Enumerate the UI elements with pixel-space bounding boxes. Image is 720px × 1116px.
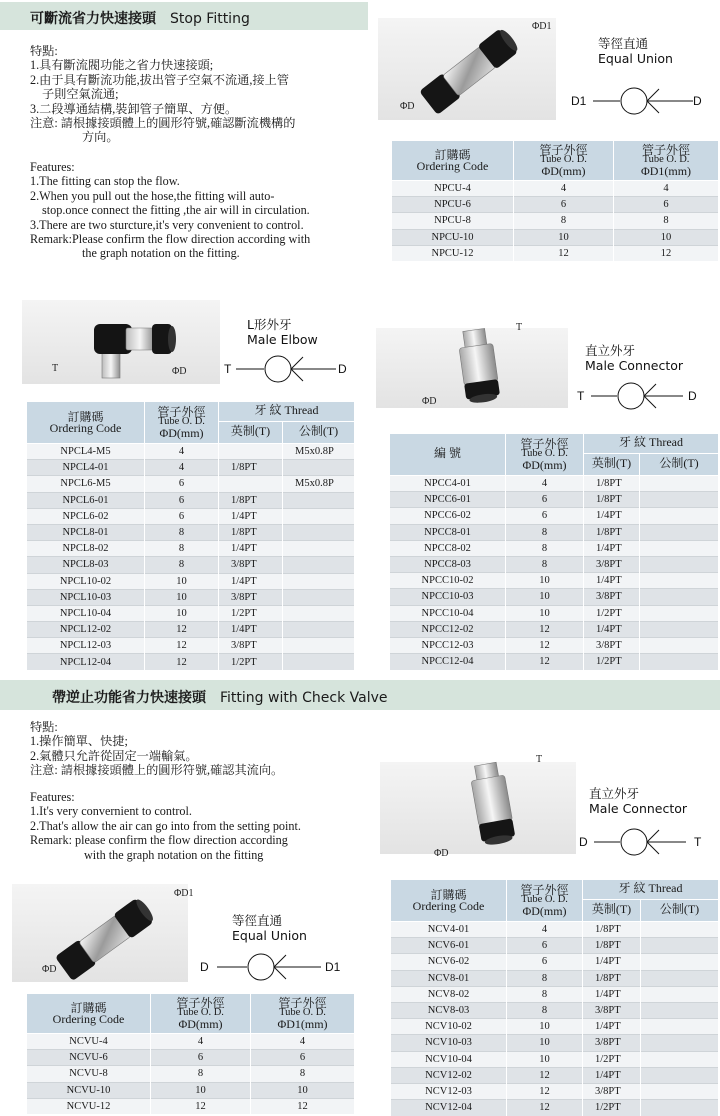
npcu-symbol-left: D1 bbox=[571, 94, 587, 108]
ncvu-flow-symbol-icon bbox=[217, 952, 321, 982]
table-row: NPCC10-02 10 1/4PT bbox=[390, 573, 719, 589]
npcl-photo-label-d: ΦD bbox=[172, 366, 187, 377]
npcc-header-thread: 牙 紋 Thread bbox=[584, 434, 719, 454]
table-row: NCVU-4 4 4 bbox=[27, 1034, 355, 1050]
table-row: NPCL8-02 8 1/4PT bbox=[27, 541, 355, 557]
npcc-header-code: 編 號 bbox=[390, 434, 506, 476]
check-valve-banner bbox=[0, 680, 720, 710]
npcl-symbol-left: T bbox=[224, 362, 232, 376]
check-valve-title-en: Fitting with Check Valve bbox=[220, 690, 388, 706]
ncv-symbol-right: T bbox=[694, 835, 702, 849]
npcl-table bbox=[26, 401, 355, 670]
npcu-header-code: 訂購碼 Ordering Code bbox=[392, 141, 514, 181]
npcc-header-od: 管子外徑 Tube O. D. ΦD(mm) bbox=[506, 434, 584, 476]
stop-fitting-features-en: Features: 1.The fitting can stop the flow. 2.When you pull out the hose,the fitting will auto- stop.once connect the fitting ,the air will in circulation. 3.There are two sturcture,it's very convenient to control. Remark:Please confirm the flow direction according with the graph notation on the fitting. bbox=[30, 160, 311, 261]
table-row: NPCC6-02 6 1/4PT bbox=[390, 508, 719, 524]
table-row: NPCC12-02 12 1/4PT bbox=[390, 621, 719, 637]
npcu-photo-label-d1: ΦD1 bbox=[532, 21, 552, 32]
table-row: NPCU-4 4 4 bbox=[392, 181, 719, 197]
check-valve-title-cn: 帶逆止功能省力快速接頭 bbox=[52, 690, 206, 706]
stop-fitting-banner bbox=[0, 2, 368, 30]
table-row: NCV8-01 8 1/8PT bbox=[391, 970, 719, 986]
table-row: NCVU-10 10 10 bbox=[27, 1082, 355, 1098]
table-row: NCV6-01 6 1/8PT bbox=[391, 938, 719, 954]
table-row: NPCC10-03 10 3/8PT bbox=[390, 589, 719, 605]
table-row: NPCC8-03 8 3/8PT bbox=[390, 556, 719, 572]
npcu-symbol-right: D bbox=[693, 94, 702, 108]
table-row: NPCL12-02 12 1/4PT bbox=[27, 622, 355, 638]
table-row: NPCL12-04 12 1/2PT bbox=[27, 654, 355, 670]
npcl-symbol-title: L形外牙 Male Elbow bbox=[247, 317, 318, 347]
ncvu-header-od1: 管子外徑 Tube O. D. ΦD1(mm) bbox=[251, 994, 355, 1034]
ncv-photo-label-t: T bbox=[536, 754, 543, 765]
check-valve-features-cn: 特點: 1.操作簡單、快捷; 2.氣體只允許從固定一端輸氣。 注意: 請根據接頭體上的圓形符號,確認其流向。 bbox=[30, 720, 284, 778]
table-row: NCV4-01 4 1/8PT bbox=[391, 922, 719, 938]
ncvu-product-photo bbox=[12, 884, 194, 982]
npcl-header-code: 訂購碼 Ordering Code bbox=[27, 402, 145, 444]
npcc-header-imperial: 英制(T) bbox=[584, 454, 640, 476]
ncvu-table bbox=[26, 993, 355, 1114]
npcc-symbol-title: 直立外牙 Male Connector bbox=[585, 343, 684, 373]
npcc-symbol-left: T bbox=[577, 389, 585, 403]
table-row: NPCC4-01 4 1/8PT bbox=[390, 476, 719, 492]
table-row: NPCU-12 12 12 bbox=[392, 245, 719, 261]
npcu-header-od: 管子外徑 Tube O. D. ΦD(mm) bbox=[514, 141, 614, 181]
ncv-symbol-title: 直立外牙 Male Connector bbox=[589, 786, 688, 816]
ncv-symbol-left: D bbox=[579, 835, 588, 849]
ncv-header-od: 管子外徑 Tube O. D. ΦD(mm) bbox=[507, 880, 583, 922]
table-row: NPCC10-04 10 1/2PT bbox=[390, 605, 719, 621]
npcc-table bbox=[389, 433, 719, 670]
npcc-photo-label-d: ΦD bbox=[422, 396, 437, 407]
npcc-header-metric: 公制(T) bbox=[640, 454, 719, 476]
ncvu-photo-label-d1: ΦD1 bbox=[174, 888, 194, 899]
table-row: NCV8-02 8 1/4PT bbox=[391, 986, 719, 1002]
check-valve-union-fitting-icon bbox=[12, 884, 188, 982]
table-row: NCV12-02 12 1/4PT bbox=[391, 1067, 719, 1083]
npcc-product-photo bbox=[376, 322, 568, 408]
ncvu-symbol-title: 等徑直通 Equal Union bbox=[232, 913, 307, 943]
npcu-table bbox=[391, 140, 719, 261]
table-row: NCV12-04 12 1/2PT bbox=[391, 1100, 719, 1116]
table-row: NPCL10-02 10 1/4PT bbox=[27, 573, 355, 589]
table-row: NPCL6-02 6 1/4PT bbox=[27, 508, 355, 524]
table-row: NPCC12-03 12 3/8PT bbox=[390, 637, 719, 653]
table-row: NPCC8-01 8 1/8PT bbox=[390, 524, 719, 540]
npcc-symbol-right: D bbox=[688, 389, 697, 403]
npcl-header-metric: 公制(T) bbox=[283, 422, 355, 444]
ncvu-symbol-left: D bbox=[200, 960, 209, 974]
table-row: NPCL8-03 8 3/8PT bbox=[27, 557, 355, 573]
npcc-flow-symbol-icon bbox=[591, 381, 683, 411]
stop-fitting-features-cn: 特點: 1.具有斷流閥功能之省力快速接頭; 2.由于具有斷流功能,拔出管子空氣不流通,接上管 子則空氣流通; 3.二段導通結構,裝卸管子簡單、方便。 注意: 請根據接頭體上的圓形符號,確認斷流機構的 方向。 bbox=[30, 44, 296, 145]
npcu-product-photo bbox=[378, 18, 556, 120]
table-row: NPCU-8 8 8 bbox=[392, 213, 719, 229]
table-row: NPCU-10 10 10 bbox=[392, 229, 719, 245]
table-row: NPCL10-04 10 1/2PT bbox=[27, 605, 355, 621]
table-row: NCV10-04 10 1/2PT bbox=[391, 1051, 719, 1067]
npcl-symbol-right: D bbox=[338, 362, 347, 376]
table-row: NPCL12-03 12 3/8PT bbox=[27, 638, 355, 654]
npcl-header-od: 管子外徑 Tube O. D. ΦD(mm) bbox=[145, 402, 219, 444]
stop-fitting-title-en: Stop Fitting bbox=[170, 11, 250, 27]
table-row: NPCL6-01 6 1/8PT bbox=[27, 492, 355, 508]
check-valve-connector-fitting-icon bbox=[380, 762, 576, 854]
ncv-product-photo bbox=[380, 754, 576, 859]
npcl-photo-label-t: T bbox=[52, 363, 59, 374]
ncvu-symbol-right: D1 bbox=[325, 960, 341, 974]
ncv-flow-symbol-icon bbox=[594, 827, 686, 857]
ncv-header-imperial: 英制(T) bbox=[583, 900, 641, 922]
table-row: NCV6-02 6 1/4PT bbox=[391, 954, 719, 970]
table-row: NCVU-8 8 8 bbox=[27, 1066, 355, 1082]
table-row: NPCC12-04 12 1/2PT bbox=[390, 654, 719, 670]
ncv-header-metric: 公制(T) bbox=[641, 900, 719, 922]
male-connector-fitting-icon bbox=[376, 328, 568, 408]
table-row: NPCL10-03 10 3/8PT bbox=[27, 589, 355, 605]
ncv-header-code: 訂購碼 Ordering Code bbox=[391, 880, 507, 922]
table-row: NPCL8-01 8 1/8PT bbox=[27, 524, 355, 540]
ncv-header-thread: 牙 紋 Thread bbox=[583, 880, 719, 900]
ncvu-photo-label-d: ΦD bbox=[42, 964, 57, 975]
ncv-table bbox=[390, 879, 719, 1116]
table-row: NCVU-12 12 12 bbox=[27, 1098, 355, 1114]
table-row: NPCC8-02 8 1/4PT bbox=[390, 540, 719, 556]
npcc-photo-label-t: T bbox=[516, 322, 523, 333]
check-valve-features-en: Features: 1.It's very convernient to control. 2.That's allow the air can go into from the setting point. Remark: please confirm the flow direction according with the graph notation on the fitting bbox=[30, 790, 301, 862]
table-row: NCV10-03 10 3/8PT bbox=[391, 1035, 719, 1051]
npcu-photo-label-d: ΦD bbox=[400, 101, 415, 112]
npcl-product-photo bbox=[22, 300, 220, 384]
table-row: NPCC6-01 6 1/8PT bbox=[390, 492, 719, 508]
table-row: NCV12-03 12 3/8PT bbox=[391, 1083, 719, 1099]
table-row: NPCL4-01 4 1/8PT bbox=[27, 460, 355, 476]
npcu-flow-symbol-icon bbox=[593, 86, 693, 116]
npcl-header-thread: 牙 紋 Thread bbox=[219, 402, 355, 422]
npcl-header-imperial: 英制(T) bbox=[219, 422, 283, 444]
table-row: NPCL6-M5 6 M5x0.8P bbox=[27, 476, 355, 492]
stop-fitting-title-cn: 可斷流省力快速接頭 bbox=[30, 11, 156, 27]
npcl-flow-symbol-icon bbox=[236, 354, 336, 384]
table-row: NPCL4-M5 4 M5x0.8P bbox=[27, 444, 355, 460]
table-row: NCVU-6 6 6 bbox=[27, 1050, 355, 1066]
npcu-header-od1: 管子外徑 Tube O. D. ΦD1(mm) bbox=[614, 141, 719, 181]
ncvu-header-od: 管子外徑 Tube O. D. ΦD(mm) bbox=[151, 994, 251, 1034]
table-row: NPCU-6 6 6 bbox=[392, 197, 719, 213]
npcu-symbol-title: 等徑直通 Equal Union bbox=[598, 36, 673, 66]
table-row: NCV10-02 10 1/4PT bbox=[391, 1019, 719, 1035]
table-row: NCV8-03 8 3/8PT bbox=[391, 1002, 719, 1018]
ncvu-header-code: 訂購碼 Ordering Code bbox=[27, 994, 151, 1034]
ncv-photo-label-d: ΦD bbox=[434, 848, 449, 859]
